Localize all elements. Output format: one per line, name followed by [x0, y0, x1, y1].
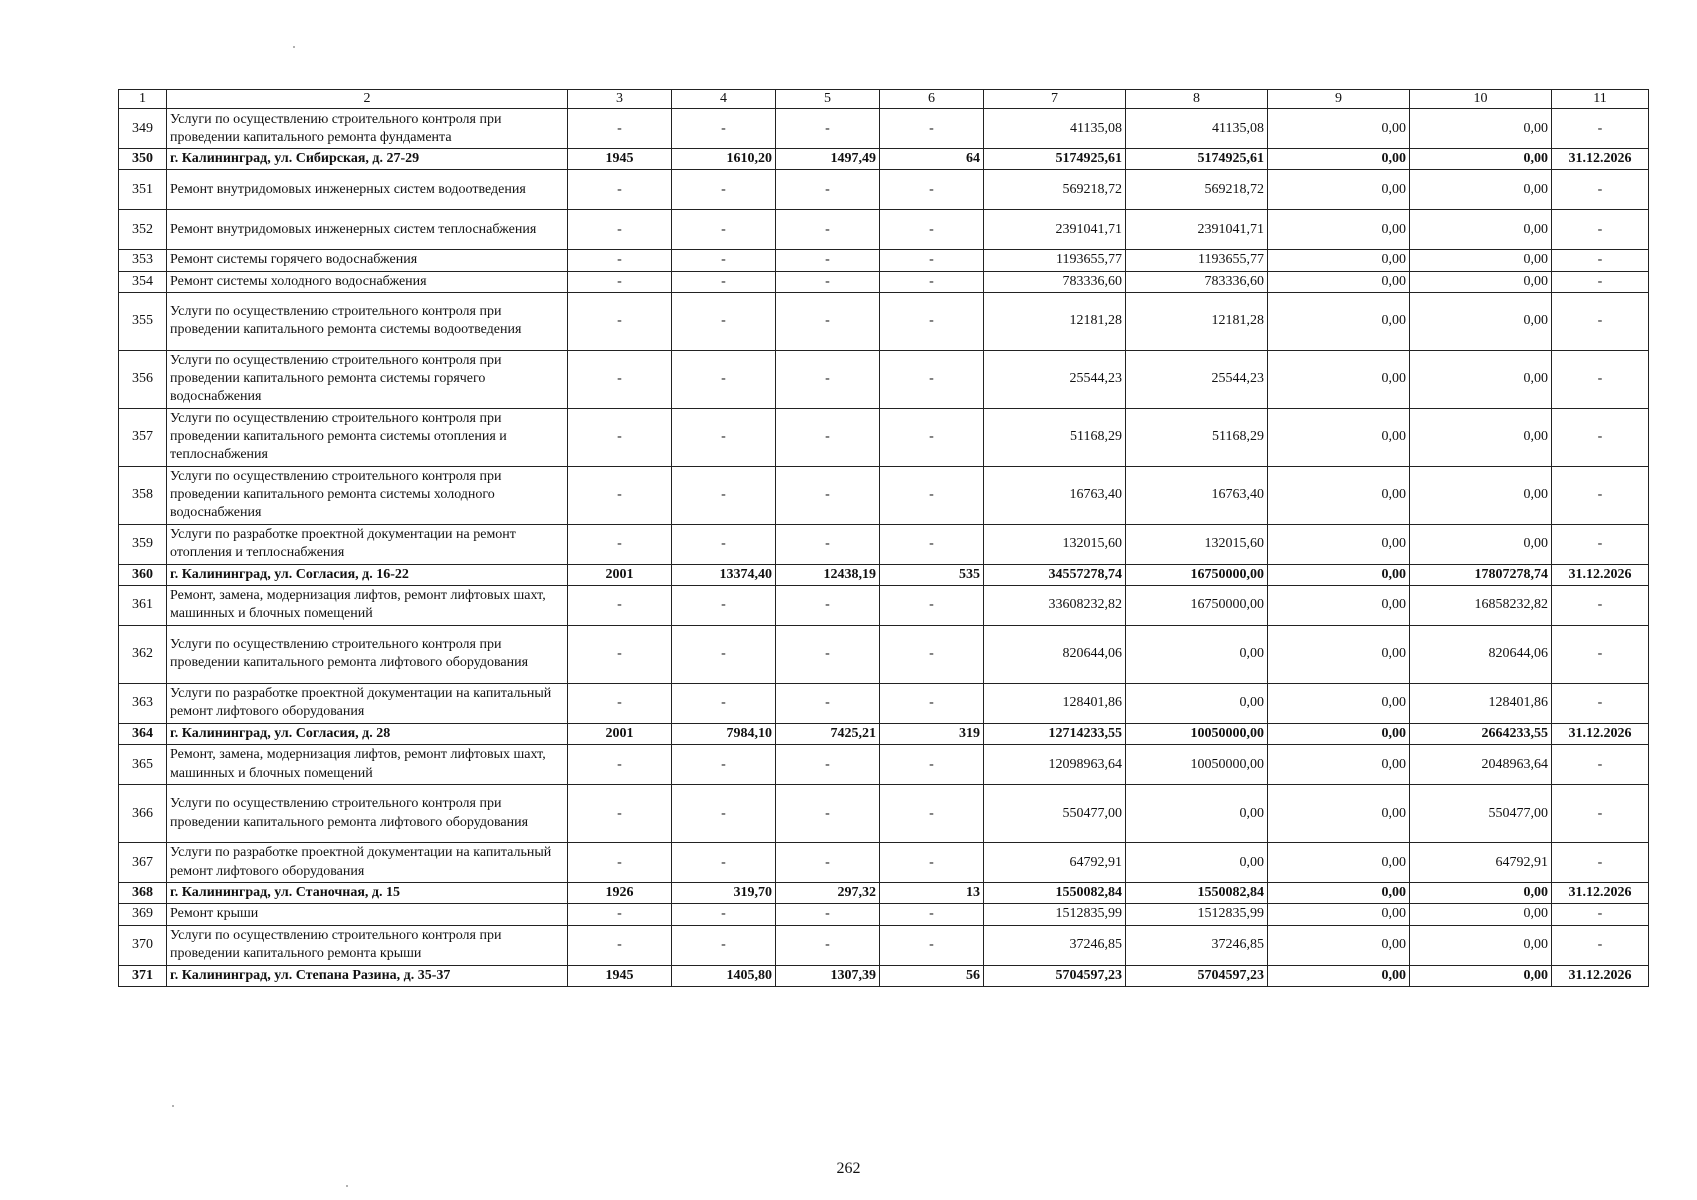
row-number: 359: [119, 524, 167, 564]
cell-c11: -: [1552, 925, 1649, 965]
cell-c8: 132015,60: [1126, 524, 1268, 564]
cell-c6: -: [880, 904, 984, 925]
cell-c5: -: [776, 292, 880, 350]
cell-c3: 2001: [568, 723, 672, 744]
cell-c5: -: [776, 524, 880, 564]
address-cell: г. Калининград, ул. Сибирская, д. 27-29: [167, 149, 568, 170]
cell-c7: 569218,72: [984, 170, 1126, 210]
cell-c4: -: [672, 925, 776, 965]
cell-c5: -: [776, 466, 880, 524]
cell-c4: -: [672, 350, 776, 408]
cell-c7: 783336,60: [984, 271, 1126, 292]
cell-c8: 2391041,71: [1126, 210, 1268, 250]
cell-c5: -: [776, 843, 880, 883]
cell-c11: -: [1552, 250, 1649, 271]
work-description-cell: Ремонт, замена, модернизация лифтов, ремонт лифтовых шахт, машинных и блочных помещений: [167, 585, 568, 625]
cell-c4: -: [672, 210, 776, 250]
row-number: 367: [119, 843, 167, 883]
cell-c5: 297,32: [776, 883, 880, 904]
cell-c10: 0,00: [1410, 466, 1552, 524]
cell-c4: -: [672, 625, 776, 683]
cell-c7: 25544,23: [984, 350, 1126, 408]
cell-c5: 1497,49: [776, 149, 880, 170]
cell-c11: 31.12.2026: [1552, 723, 1649, 744]
cell-c8: 10050000,00: [1126, 723, 1268, 744]
cell-c10: 820644,06: [1410, 625, 1552, 683]
cell-c10: 0,00: [1410, 210, 1552, 250]
cell-c5: -: [776, 925, 880, 965]
cell-c7: 34557278,74: [984, 564, 1126, 585]
cell-c5: -: [776, 170, 880, 210]
cell-c7: 33608232,82: [984, 585, 1126, 625]
row-number: 352: [119, 210, 167, 250]
work-description-cell: Услуги по осуществлению строительного контроля при проведении капитального ремонта лифтового оборудования: [167, 625, 568, 683]
cell-c8: 0,00: [1126, 683, 1268, 723]
cell-c9: 0,00: [1268, 843, 1410, 883]
cell-c10: 0,00: [1410, 883, 1552, 904]
cell-c8: 41135,08: [1126, 109, 1268, 149]
cell-c7: 1550082,84: [984, 883, 1126, 904]
cell-c8: 1550082,84: [1126, 883, 1268, 904]
cell-c11: -: [1552, 109, 1649, 149]
cell-c5: -: [776, 904, 880, 925]
work-description-cell: Услуги по осуществлению строительного контроля при проведении капитального ремонта крыши: [167, 925, 568, 965]
cell-c11: -: [1552, 683, 1649, 723]
cell-c10: 0,00: [1410, 170, 1552, 210]
row-number: 366: [119, 785, 167, 843]
table-row: [119, 585, 1649, 625]
cell-c11: -: [1552, 785, 1649, 843]
work-description-cell: Услуги по осуществлению строительного контроля при проведении капитального ремонта системы отопления и теплоснабжения: [167, 408, 568, 466]
cell-c7: 1193655,77: [984, 250, 1126, 271]
cell-c10: 0,00: [1410, 925, 1552, 965]
cell-c9: 0,00: [1268, 109, 1410, 149]
address-row: [119, 149, 1649, 170]
cell-c6: -: [880, 925, 984, 965]
column-header: 8: [1126, 90, 1268, 109]
cell-c8: 0,00: [1126, 785, 1268, 843]
cell-c3: -: [568, 625, 672, 683]
cell-c11: -: [1552, 292, 1649, 350]
cell-c6: -: [880, 466, 984, 524]
cell-c11: -: [1552, 745, 1649, 785]
cell-c4: -: [672, 170, 776, 210]
address-row: [119, 723, 1649, 744]
cell-c7: 12714233,55: [984, 723, 1126, 744]
cell-c4: -: [672, 109, 776, 149]
cell-c9: 0,00: [1268, 883, 1410, 904]
cell-c6: -: [880, 170, 984, 210]
cell-c3: 1926: [568, 883, 672, 904]
cell-c5: 7425,21: [776, 723, 880, 744]
cell-c9: 0,00: [1268, 683, 1410, 723]
cell-c10: 0,00: [1410, 109, 1552, 149]
cell-c5: -: [776, 408, 880, 466]
cell-c6: -: [880, 250, 984, 271]
cell-c7: 41135,08: [984, 109, 1126, 149]
cell-c9: 0,00: [1268, 965, 1410, 986]
row-number: 353: [119, 250, 167, 271]
work-description-cell: Услуги по осуществлению строительного контроля при проведении капитального ремонта системы холодного водоснабжения: [167, 466, 568, 524]
work-description-cell: Ремонт, замена, модернизация лифтов, ремонт лифтовых шахт, машинных и блочных помещений: [167, 745, 568, 785]
column-header: 11: [1552, 90, 1649, 109]
cell-c10: 0,00: [1410, 965, 1552, 986]
cell-c11: -: [1552, 625, 1649, 683]
cell-c10: 0,00: [1410, 350, 1552, 408]
cell-c11: -: [1552, 170, 1649, 210]
cell-c10: 0,00: [1410, 271, 1552, 292]
cell-c3: 1945: [568, 149, 672, 170]
cell-c6: -: [880, 843, 984, 883]
row-number: 350: [119, 149, 167, 170]
table-row: [119, 524, 1649, 564]
cell-c3: -: [568, 785, 672, 843]
cell-c3: -: [568, 683, 672, 723]
cell-c9: 0,00: [1268, 904, 1410, 925]
address-cell: г. Калининград, ул. Станочная, д. 15: [167, 883, 568, 904]
cell-c3: -: [568, 109, 672, 149]
cell-c3: -: [568, 904, 672, 925]
cell-c9: 0,00: [1268, 585, 1410, 625]
cell-c11: 31.12.2026: [1552, 883, 1649, 904]
work-description-cell: Услуги по осуществлению строительного контроля при проведении капитального ремонта системы горячего водоснабжения: [167, 350, 568, 408]
cell-c7: 820644,06: [984, 625, 1126, 683]
cell-c3: -: [568, 292, 672, 350]
cell-c10: 0,00: [1410, 292, 1552, 350]
work-description-cell: Услуги по разработке проектной документации на капитальный ремонт лифтового оборудования: [167, 683, 568, 723]
cell-c10: 64792,91: [1410, 843, 1552, 883]
cell-c4: -: [672, 466, 776, 524]
work-description-cell: Услуги по разработке проектной документации на капитальный ремонт лифтового оборудования: [167, 843, 568, 883]
table-body: [119, 90, 1649, 987]
cell-c7: 12098963,64: [984, 745, 1126, 785]
column-header: 3: [568, 90, 672, 109]
cell-c6: 319: [880, 723, 984, 744]
cell-c11: -: [1552, 350, 1649, 408]
work-description-cell: Услуги по разработке проектной документации на ремонт отопления и теплоснабжения: [167, 524, 568, 564]
cell-c7: 5174925,61: [984, 149, 1126, 170]
address-row: [119, 564, 1649, 585]
scan-speck: [293, 46, 295, 48]
cell-c4: 13374,40: [672, 564, 776, 585]
row-number: 358: [119, 466, 167, 524]
column-header: 9: [1268, 90, 1410, 109]
cell-c11: 31.12.2026: [1552, 564, 1649, 585]
cell-c7: 1512835,99: [984, 904, 1126, 925]
scan-speck: [346, 1185, 348, 1187]
cell-c7: 12181,28: [984, 292, 1126, 350]
cell-c7: 5704597,23: [984, 965, 1126, 986]
cell-c9: 0,00: [1268, 723, 1410, 744]
cell-c6: 64: [880, 149, 984, 170]
cell-c10: 128401,86: [1410, 683, 1552, 723]
cell-c3: -: [568, 925, 672, 965]
table-row: [119, 250, 1649, 271]
row-number: 349: [119, 109, 167, 149]
row-number: 360: [119, 564, 167, 585]
table-row: [119, 170, 1649, 210]
cell-c8: 16763,40: [1126, 466, 1268, 524]
cell-c10: 0,00: [1410, 524, 1552, 564]
work-description-cell: Ремонт внутридомовых инженерных систем теплоснабжения: [167, 210, 568, 250]
row-number: 370: [119, 925, 167, 965]
cell-c9: 0,00: [1268, 271, 1410, 292]
cell-c9: 0,00: [1268, 745, 1410, 785]
cell-c8: 12181,28: [1126, 292, 1268, 350]
table-row: [119, 210, 1649, 250]
table-row: [119, 683, 1649, 723]
cell-c9: 0,00: [1268, 524, 1410, 564]
cell-c10: 0,00: [1410, 408, 1552, 466]
table-row: [119, 625, 1649, 683]
cell-c8: 16750000,00: [1126, 585, 1268, 625]
row-number: 365: [119, 745, 167, 785]
table-row: [119, 271, 1649, 292]
row-number: 362: [119, 625, 167, 683]
cell-c5: -: [776, 271, 880, 292]
address-row: [119, 965, 1649, 986]
cell-c4: 319,70: [672, 883, 776, 904]
column-header: 10: [1410, 90, 1552, 109]
cell-c4: -: [672, 904, 776, 925]
cell-c6: -: [880, 585, 984, 625]
work-description-cell: Ремонт крыши: [167, 904, 568, 925]
address-row: [119, 883, 1649, 904]
cell-c4: -: [672, 843, 776, 883]
cell-c6: -: [880, 271, 984, 292]
cell-c6: 56: [880, 965, 984, 986]
cell-c11: -: [1552, 585, 1649, 625]
cell-c8: 37246,85: [1126, 925, 1268, 965]
cell-c3: -: [568, 350, 672, 408]
cell-c3: -: [568, 170, 672, 210]
cell-c5: -: [776, 585, 880, 625]
cell-c4: -: [672, 585, 776, 625]
work-description-cell: Услуги по осуществлению строительного контроля при проведении капитального ремонта фундамента: [167, 109, 568, 149]
column-header: 2: [167, 90, 568, 109]
column-header: 7: [984, 90, 1126, 109]
row-number: 357: [119, 408, 167, 466]
row-number: 361: [119, 585, 167, 625]
cell-c5: -: [776, 625, 880, 683]
cell-c9: 0,00: [1268, 292, 1410, 350]
cell-c5: -: [776, 109, 880, 149]
cell-c9: 0,00: [1268, 149, 1410, 170]
work-description-cell: Ремонт внутридомовых инженерных систем водоотведения: [167, 170, 568, 210]
cell-c9: 0,00: [1268, 785, 1410, 843]
work-description-cell: Ремонт системы горячего водоснабжения: [167, 250, 568, 271]
cell-c3: -: [568, 210, 672, 250]
cell-c6: 535: [880, 564, 984, 585]
scan-speck: [172, 1105, 174, 1107]
cell-c11: 31.12.2026: [1552, 149, 1649, 170]
cell-c8: 5704597,23: [1126, 965, 1268, 986]
cell-c10: 16858232,82: [1410, 585, 1552, 625]
cell-c11: -: [1552, 904, 1649, 925]
column-header: 5: [776, 90, 880, 109]
cell-c6: -: [880, 524, 984, 564]
cell-c8: 25544,23: [1126, 350, 1268, 408]
table-row: [119, 904, 1649, 925]
cell-c10: 550477,00: [1410, 785, 1552, 843]
cell-c4: -: [672, 683, 776, 723]
cell-c8: 5174925,61: [1126, 149, 1268, 170]
work-description-cell: Ремонт системы холодного водоснабжения: [167, 271, 568, 292]
cell-c8: 16750000,00: [1126, 564, 1268, 585]
address-cell: г. Калининград, ул. Степана Разина, д. 35-37: [167, 965, 568, 986]
cell-c8: 783336,60: [1126, 271, 1268, 292]
cell-c4: -: [672, 745, 776, 785]
cell-c6: -: [880, 785, 984, 843]
work-description-cell: Услуги по осуществлению строительного контроля при проведении капитального ремонта системы водоотведения: [167, 292, 568, 350]
cell-c9: 0,00: [1268, 350, 1410, 408]
repair-schedule-table: [118, 89, 1649, 987]
cell-c6: -: [880, 109, 984, 149]
cell-c8: 569218,72: [1126, 170, 1268, 210]
cell-c3: -: [568, 745, 672, 785]
row-number: 354: [119, 271, 167, 292]
cell-c6: -: [880, 625, 984, 683]
table-row: [119, 292, 1649, 350]
cell-c4: -: [672, 785, 776, 843]
cell-c9: 0,00: [1268, 564, 1410, 585]
cell-c8: 0,00: [1126, 625, 1268, 683]
cell-c3: -: [568, 271, 672, 292]
cell-c9: 0,00: [1268, 170, 1410, 210]
cell-c8: 51168,29: [1126, 408, 1268, 466]
address-cell: г. Калининград, ул. Согласия, д. 16-22: [167, 564, 568, 585]
cell-c3: 2001: [568, 564, 672, 585]
cell-c7: 550477,00: [984, 785, 1126, 843]
cell-c8: 10050000,00: [1126, 745, 1268, 785]
table-row: [119, 745, 1649, 785]
cell-c6: -: [880, 350, 984, 408]
work-description-cell: Услуги по осуществлению строительного контроля при проведении капитального ремонта лифтового оборудования: [167, 785, 568, 843]
cell-c5: -: [776, 785, 880, 843]
cell-c5: -: [776, 250, 880, 271]
row-number: 369: [119, 904, 167, 925]
cell-c3: -: [568, 843, 672, 883]
cell-c5: -: [776, 683, 880, 723]
cell-c6: -: [880, 745, 984, 785]
document-page: [118, 89, 1648, 987]
cell-c5: 1307,39: [776, 965, 880, 986]
cell-c4: 1610,20: [672, 149, 776, 170]
page-number: 262: [836, 1160, 861, 1177]
column-header: 6: [880, 90, 984, 109]
cell-c11: -: [1552, 210, 1649, 250]
column-header: 1: [119, 90, 167, 109]
table-row: [119, 350, 1649, 408]
cell-c7: 132015,60: [984, 524, 1126, 564]
table-row: [119, 408, 1649, 466]
cell-c11: -: [1552, 843, 1649, 883]
cell-c6: -: [880, 408, 984, 466]
cell-c4: -: [672, 292, 776, 350]
cell-c8: 1512835,99: [1126, 904, 1268, 925]
cell-c3: -: [568, 524, 672, 564]
cell-c9: 0,00: [1268, 250, 1410, 271]
cell-c9: 0,00: [1268, 210, 1410, 250]
cell-c4: 7984,10: [672, 723, 776, 744]
row-number: 364: [119, 723, 167, 744]
row-number: 355: [119, 292, 167, 350]
cell-c7: 64792,91: [984, 843, 1126, 883]
row-number: 351: [119, 170, 167, 210]
cell-c3: -: [568, 466, 672, 524]
cell-c7: 51168,29: [984, 408, 1126, 466]
cell-c7: 2391041,71: [984, 210, 1126, 250]
cell-c6: -: [880, 210, 984, 250]
cell-c4: -: [672, 524, 776, 564]
cell-c5: -: [776, 210, 880, 250]
cell-c8: 1193655,77: [1126, 250, 1268, 271]
column-header: 4: [672, 90, 776, 109]
table-row: [119, 466, 1649, 524]
cell-c9: 0,00: [1268, 466, 1410, 524]
cell-c4: -: [672, 250, 776, 271]
cell-c10: 2664233,55: [1410, 723, 1552, 744]
cell-c9: 0,00: [1268, 625, 1410, 683]
cell-c4: -: [672, 271, 776, 292]
cell-c10: 2048963,64: [1410, 745, 1552, 785]
cell-c11: -: [1552, 408, 1649, 466]
cell-c11: 31.12.2026: [1552, 965, 1649, 986]
row-number: 363: [119, 683, 167, 723]
cell-c3: -: [568, 408, 672, 466]
cell-c6: -: [880, 683, 984, 723]
cell-c11: -: [1552, 466, 1649, 524]
column-number-header-row: [119, 90, 1649, 109]
cell-c10: 0,00: [1410, 250, 1552, 271]
cell-c5: -: [776, 350, 880, 408]
cell-c7: 16763,40: [984, 466, 1126, 524]
cell-c5: 12438,19: [776, 564, 880, 585]
cell-c7: 128401,86: [984, 683, 1126, 723]
row-number: 368: [119, 883, 167, 904]
cell-c6: 13: [880, 883, 984, 904]
table-row: [119, 925, 1649, 965]
cell-c9: 0,00: [1268, 408, 1410, 466]
cell-c6: -: [880, 292, 984, 350]
cell-c4: 1405,80: [672, 965, 776, 986]
cell-c10: 17807278,74: [1410, 564, 1552, 585]
cell-c9: 0,00: [1268, 925, 1410, 965]
cell-c3: -: [568, 250, 672, 271]
table-row: [119, 785, 1649, 843]
cell-c3: -: [568, 585, 672, 625]
row-number: 356: [119, 350, 167, 408]
table-row: [119, 843, 1649, 883]
cell-c11: -: [1552, 271, 1649, 292]
cell-c11: -: [1552, 524, 1649, 564]
cell-c10: 0,00: [1410, 149, 1552, 170]
cell-c4: -: [672, 408, 776, 466]
cell-c3: 1945: [568, 965, 672, 986]
cell-c5: -: [776, 745, 880, 785]
address-cell: г. Калининград, ул. Согласия, д. 28: [167, 723, 568, 744]
cell-c7: 37246,85: [984, 925, 1126, 965]
table-row: [119, 109, 1649, 149]
cell-c8: 0,00: [1126, 843, 1268, 883]
row-number: 371: [119, 965, 167, 986]
cell-c10: 0,00: [1410, 904, 1552, 925]
